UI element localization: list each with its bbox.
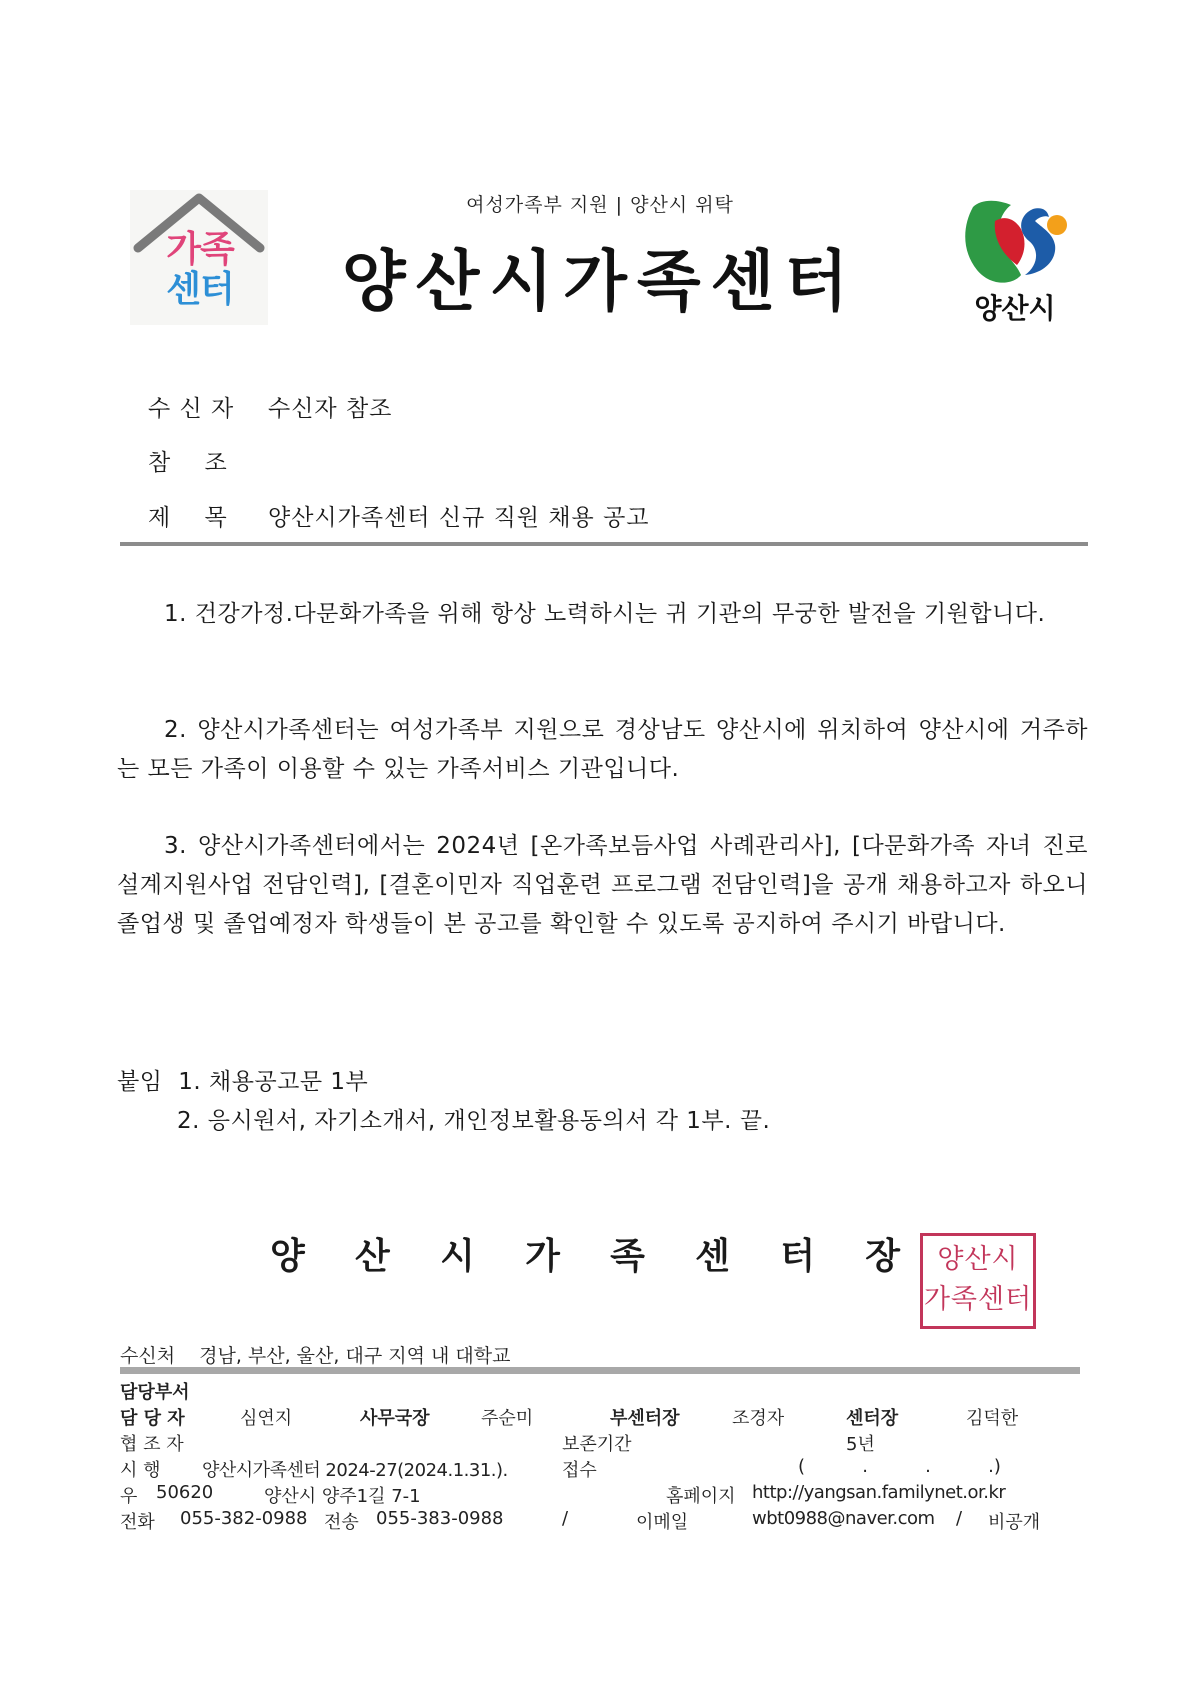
director-label: 센터장 xyxy=(846,1408,899,1429)
email-link[interactable]: wbt0988@naver.com xyxy=(752,1508,935,1529)
zip-label: 우 xyxy=(120,1486,138,1507)
seal-line-2: 가족센터 xyxy=(923,1284,1033,1315)
exec-label: 시 행 xyxy=(120,1460,161,1481)
paragraph-2: 2. 양산시가족센터는 여성가족부 지원으로 경상남도 양산시에 위치하여 양산시에 거주하는 모든 가족이 이용할 수 있는 가족서비스 기관입니다. xyxy=(117,717,1088,782)
official-seal-stamp xyxy=(920,1233,1036,1329)
issuer-name xyxy=(270,1228,900,1279)
recipient-label: 수 신 자 xyxy=(148,396,235,422)
subject-value: 양산시가족센터 신규 직원 채용 공고 xyxy=(268,505,650,531)
logo-text-family: 가족 xyxy=(166,229,234,270)
logo-text-center: 센터 xyxy=(166,269,234,310)
meta-subject xyxy=(148,499,650,532)
recipients-row xyxy=(120,1341,510,1368)
attachment-label: 붙임 xyxy=(117,1069,163,1095)
attachment-item-1: 1. 채용공고문 1부 xyxy=(178,1069,369,1095)
exec-value: 양산시가족센터 2024-27(2024.1.31.). xyxy=(202,1460,508,1481)
logo-text-yangsan: 양산시 xyxy=(974,292,1056,325)
homepage-link[interactable]: http://yangsan.familynet.or.kr xyxy=(752,1482,1006,1503)
paragraph-1: 1. 건강가정.다문화가족을 위해 항상 노력하시는 귀 기관의 무궁한 발전을 기원합니다. xyxy=(164,601,1046,627)
recipient-value: 수신자 참조 xyxy=(268,396,393,422)
zip-value: 50620 xyxy=(156,1482,214,1503)
paragraph-3: 3. 양산시가족센터에서는 2024년 [온가족보듬사업 사례관리사], [다문화가족 자녀 진로설계지원사업 전담인력], [결혼이민자 직업훈련 프로그램 전담인력]을 공개 채용하고자 하오니 졸업생 및 졸업예정자 학생들이 본 공고를 확인할 수 있도록 공지하여 주시기 바랍니다. xyxy=(117,833,1088,937)
issuer-char: 족 xyxy=(610,1236,645,1277)
recipients-value: 경남, 부산, 울산, 대구 지역 내 대학교 xyxy=(199,1345,511,1367)
meta-recipient xyxy=(148,390,392,423)
vicedir-name: 조경자 xyxy=(732,1408,785,1429)
tel-label: 전화 xyxy=(120,1512,155,1533)
receipt-label: 접수 xyxy=(562,1460,597,1481)
issuer-char: 센 xyxy=(695,1236,730,1277)
meta-reference xyxy=(148,444,268,477)
seal-line-1: 양산시 xyxy=(937,1244,1019,1275)
email-label: 이메일 xyxy=(636,1512,689,1533)
homepage-label: 홈페이지 xyxy=(666,1486,736,1507)
issuer-char: 산 xyxy=(355,1236,390,1277)
disclosure-status: 비공개 xyxy=(988,1512,1041,1533)
attachment-item-2: 2. 응시원서, 자기소개서, 개인정보활용동의서 각 1부. 끝. xyxy=(177,1108,771,1134)
footer-divider xyxy=(120,1367,1080,1374)
recipients-label: 수신처 xyxy=(120,1345,176,1367)
address: 양산시 양주1길 7-1 xyxy=(264,1486,421,1507)
issuer-char: 장 xyxy=(865,1236,900,1277)
retention-value: 5년 xyxy=(846,1434,875,1455)
secgen-name: 주순미 xyxy=(481,1408,534,1429)
fax-value: 055-383-0988 xyxy=(376,1508,504,1529)
reference-label: 참 조 xyxy=(148,450,228,476)
receipt-value: ( . . .) xyxy=(798,1456,1001,1477)
footer-slash: / xyxy=(562,1508,569,1529)
attachment-row-1 xyxy=(117,1063,368,1096)
header-divider xyxy=(120,542,1088,546)
issuer-char: 터 xyxy=(780,1236,815,1277)
yangsan-emblem-icon xyxy=(955,195,1075,295)
staff-label: 담 당 자 xyxy=(120,1408,185,1429)
yangsan-city-logo xyxy=(955,195,1075,325)
header-subtitle: 여성가족부 지원 | 양산시 위탁 xyxy=(466,194,734,216)
director-name: 김덕한 xyxy=(966,1408,1019,1429)
subject-label: 제 목 xyxy=(148,505,228,531)
retention-label: 보존기간 xyxy=(562,1434,632,1455)
issuer-char: 가 xyxy=(525,1236,560,1277)
vicedir-label: 부센터장 xyxy=(610,1408,680,1429)
dept-label: 담당부서 xyxy=(120,1382,190,1403)
footer-slash: / xyxy=(956,1508,963,1529)
page-title: 양산시가족센터 xyxy=(341,243,859,320)
issuer-char: 시 xyxy=(440,1236,475,1277)
coop-label: 협 조 자 xyxy=(120,1434,184,1455)
issuer-char: 양 xyxy=(270,1236,305,1277)
staff-name: 심연지 xyxy=(240,1408,293,1429)
fax-label: 전송 xyxy=(324,1512,359,1533)
secgen-label: 사무국장 xyxy=(360,1408,430,1429)
tel-value: 055-382-0988 xyxy=(180,1508,308,1529)
